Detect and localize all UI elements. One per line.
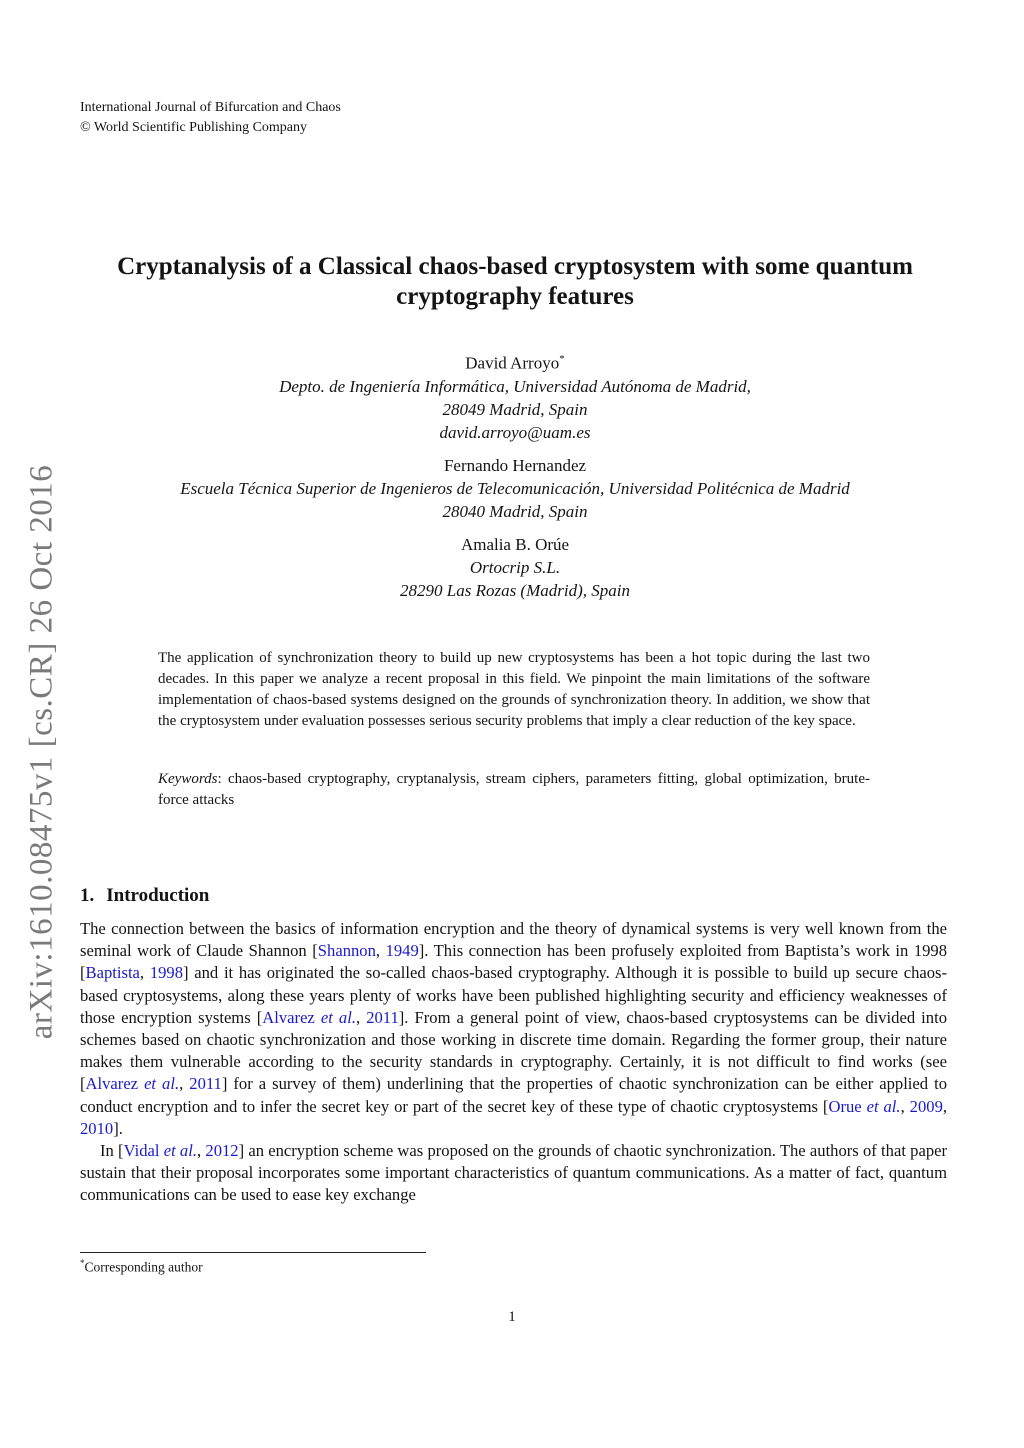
citation-author: Vidal <box>123 1141 160 1161</box>
text-run: , <box>197 1141 206 1161</box>
author-list <box>60 348 970 612</box>
citation-link[interactable] <box>262 1008 356 1027</box>
text-run: , <box>375 941 386 961</box>
text-run: ] and it has originated the so-called chaos-based cryptography. Although it is possible to build up secure chaos-based cryptosystems, along these years plenty of works have been published highlighting security and efficiency weaknesses of those encryption systems [ <box>80 963 948 1027</box>
author-city: 28040 Madrid, Spain <box>442 501 588 521</box>
citation-etal: et al. <box>320 1007 356 1027</box>
citation-link[interactable]: 1998 <box>149 963 183 983</box>
author-city: 28290 Las Rozas (Madrid), Spain <box>400 580 630 600</box>
abstract: The application of synchronization theory to build up new cryptosystems has been a hot topic during the last two decades. In this paper we analyze a recent proposal in this field. We pinpoint the main limitations of the software implementation of chaos-based systems designed on the grounds of synchronization theory. In addition, we show that the cryptosystem under evaluation possesses serious security problems that imply a clear reduction of the key space. <box>158 650 870 729</box>
citation-link[interactable]: 2009 <box>909 1096 943 1116</box>
text-run: , <box>139 963 150 983</box>
footnote <box>80 1258 203 1276</box>
author-block <box>60 533 970 602</box>
section-number: 1. <box>80 885 95 906</box>
text-run: , <box>355 1007 367 1027</box>
citation-author: Alvarez <box>85 1074 139 1094</box>
publisher-line: © World Scientific Publishing Company <box>80 120 308 135</box>
paragraph <box>80 1140 947 1207</box>
corresponding-mark: * <box>559 353 565 365</box>
author-block <box>60 454 970 523</box>
text-run: ]. From a general point of view, chaos-based cryptosystems can be divided into schemes based on chaotic synchronization and those working in discrete time domain. Regarding the former group, their nature makes them vulnerable according to the security standards in cryptography. Certainly, it is not difficult to find works (see [ <box>80 1007 947 1094</box>
section-heading <box>80 885 209 907</box>
author-affiliation: Ortocrip S.L. <box>469 557 561 577</box>
citation-etal: et al. <box>144 1074 180 1094</box>
citation-link[interactable]: 2011 <box>366 1007 399 1027</box>
author-email[interactable]: david.arroyo@uam.es <box>439 422 591 442</box>
text-run: ]. This connection has been profusely exploited from Baptista’s work in 1998 [ <box>80 941 948 983</box>
footnote-rule <box>80 1252 426 1253</box>
citation-etal: et al. <box>866 1096 901 1116</box>
citation-link[interactable]: Shannon <box>317 941 376 961</box>
text-run: , <box>179 1074 190 1094</box>
citation-author: Alvarez <box>262 1007 315 1027</box>
citation-etal: et al. <box>163 1141 197 1161</box>
citation-link[interactable]: 1949 <box>385 941 419 961</box>
citation-link[interactable]: Baptista <box>85 963 140 983</box>
author-affiliation: Depto. de Ingeniería Informática, Universidad Autónoma de Madrid, <box>279 376 751 396</box>
section-title: Introduction <box>106 885 210 906</box>
citation-link[interactable] <box>124 1141 197 1160</box>
journal-header <box>80 98 341 138</box>
author-name <box>60 348 970 375</box>
body-text <box>80 918 947 1207</box>
paragraph <box>80 918 947 1140</box>
text-run: , <box>900 1096 910 1116</box>
citation-link[interactable] <box>86 1074 180 1093</box>
page-number: 1 <box>508 1309 516 1325</box>
citation-author: Orue <box>828 1096 862 1116</box>
text-run: The connection between the basics of information encryption and the theory of dynamical systems is very well known from the seminal work of Claude Shannon [ <box>80 919 947 961</box>
journal-name: International Journal of Bifurcation and Chaos <box>80 100 341 115</box>
arxiv-stamp: arXiv:1610.08475v1 [cs.CR] 26 Oct 2016 <box>23 464 60 1040</box>
citation-link[interactable]: 2012 <box>205 1141 239 1161</box>
author-block <box>60 348 970 444</box>
footnote-mark: * <box>80 1258 85 1268</box>
footnote-text: Corresponding author <box>84 1259 203 1275</box>
citation-link[interactable] <box>828 1097 900 1116</box>
author-name-text: David Arroyo <box>465 353 560 373</box>
author-name: Fernando Hernandez <box>443 455 587 475</box>
text-run: In [ <box>100 1141 124 1161</box>
citation-link[interactable]: 2010 <box>80 1118 114 1138</box>
text-run: ] an encryption scheme was proposed on the grounds of chaotic synchronization. The authors of that paper sustain that their proposal incorporates some important characteristics of quantum communications. As a matter of fact, quantum communications can be used to ease key exchange <box>80 1141 948 1205</box>
text-run: ]. <box>113 1118 123 1138</box>
author-city: 28049 Madrid, Spain <box>442 399 588 419</box>
author-name: Amalia B. Orúe <box>460 534 570 554</box>
author-affiliation: Escuela Técnica Superior de Ingenieros de Telecomunicación, Universidad Politécnica de Madrid <box>180 478 850 498</box>
text-run: , <box>942 1096 948 1116</box>
keywords <box>158 769 870 811</box>
text-run: ] for a survey of them) underlining that the properties of chaotic synchronization can be either applied to conduct encryption and to infer the secret key or part of the secret key of these type of chaotic cryptosystems [ <box>80 1074 947 1116</box>
keywords-text: : chaos-based cryptography, cryptanalysis, stream ciphers, parameters fitting, global optimization, brute-force attacks <box>158 771 870 808</box>
citation-link[interactable]: 2011 <box>189 1074 222 1094</box>
keywords-label: Keywords <box>158 771 218 787</box>
paper-title: Cryptanalysis of a Classical chaos-based cryptosystem with some quantum cryptography features <box>117 253 913 310</box>
running-header-cut <box>18 0 21 7</box>
